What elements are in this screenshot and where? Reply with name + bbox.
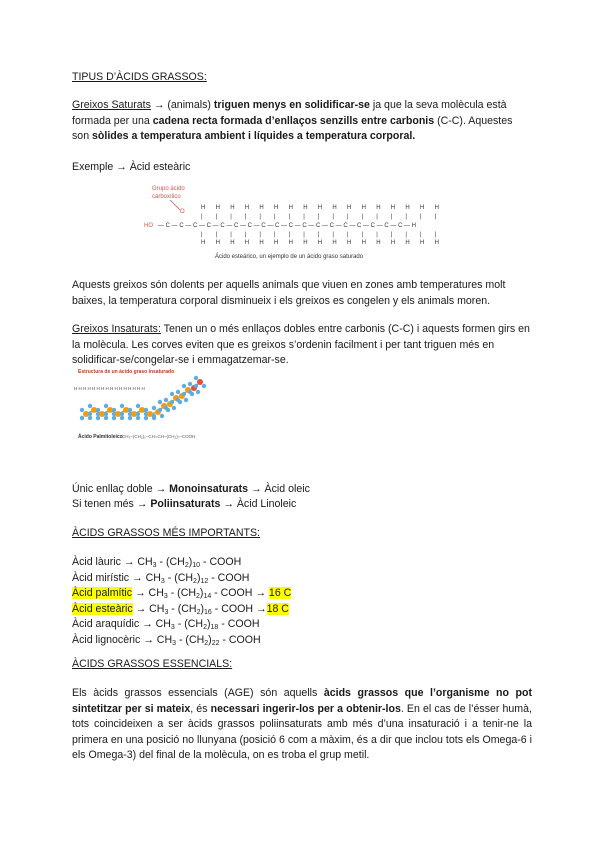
stearic-acid-figure	[140, 180, 450, 262]
fig1-hydrogen: H	[420, 240, 425, 246]
fig2-hydrogen-atom	[80, 408, 84, 412]
fig2-hydrogen-atom	[120, 412, 124, 416]
fig1-hydrogen: |	[390, 232, 393, 238]
fig2-hydrogen-atom	[170, 400, 174, 404]
fig2-hydrogen-atom	[120, 416, 124, 420]
fig1-caption: Ácido esteárico, un ejemplo de un ácido graso saturado	[215, 254, 364, 260]
fig1-hydrogen: H	[317, 240, 323, 246]
fig2-hydrogen-atom	[202, 384, 206, 388]
fig1-hydrogen: |	[230, 232, 232, 238]
essential-title: ÀCIDS GRASSOS ESSENCIALS:	[72, 658, 233, 670]
fig1-hydrogen: |	[230, 214, 232, 220]
acid-row: Àcid làuric → $CH_3 - (CH_2)_{10}$ - COOH	[72, 556, 242, 569]
fig1-hydrogen: H	[215, 240, 220, 246]
fig2-hydrogen-atom	[88, 404, 92, 408]
fig2-hydrogen-atom	[136, 412, 140, 416]
fig1-hydrogen: |	[361, 232, 364, 238]
insaturats-paragraph: Greixos Insaturats: Tenen un o més enllaços dobles entre carbonis (C-C) i aquests formen girs en la molècula. Les corves eviten que es greixos s’ordenin facilment i per tant triguen més en solidificar-se/congelar-se i emmagatzemar-se.	[72, 323, 530, 367]
fig1-hydrogen: |	[317, 214, 320, 220]
fig1-hydrogen: |	[215, 214, 218, 220]
fig1-hydrogen: H	[230, 205, 235, 211]
example-line: Exemple → Àcid esteàric	[72, 161, 191, 173]
fig1-hydrogen: H	[230, 240, 235, 246]
fig1-hydrogen: |	[303, 214, 305, 220]
fig2-hydrogen-atom	[144, 408, 148, 412]
fig1-hydrogen: |	[259, 214, 261, 220]
fig1-hydrogen: H	[244, 205, 250, 211]
fig1-hydrogen: H	[201, 205, 206, 211]
fig1-hydrogen: |	[376, 214, 378, 220]
page-title: TIPUS D’ÀCIDS GRASSOS:	[72, 71, 207, 83]
fig1-o-label: O	[180, 209, 185, 215]
fig2-line-structure: H H H H H H H H H H H H H H H H	[74, 386, 145, 391]
fig2-hydrogen-atom	[184, 398, 188, 402]
fig1-hydrogen: |	[390, 214, 393, 220]
fig2-hydrogen-atom	[128, 416, 132, 420]
fig1-chain: — C — C — C — C — C — C — C — C — C — C — C — C — C — C — C — C — C — C — H	[158, 223, 417, 229]
fig1-hydrogen: |	[347, 232, 349, 238]
fig2-hydrogen-atom	[194, 384, 198, 388]
fig1-hydrogen: H	[215, 205, 220, 211]
fig2-hydrogen-atom	[136, 416, 140, 420]
fig2-hydrogen-atom	[158, 408, 162, 412]
fig1-hydrogen: H	[376, 205, 381, 211]
fig1-hydrogen: |	[332, 232, 334, 238]
fig1-hydrogen: |	[201, 214, 203, 220]
acid-row: Àcid mirístic → $CH_3 - (CH_2)_{12}$ - COOH	[72, 571, 250, 585]
fig2-hydrogen-atom	[104, 416, 108, 420]
acid-row: Àcid araquídic → $CH_3 - (CH_2)_{18}$ - COOH	[72, 618, 260, 632]
fig2-hydrogen-atom	[176, 390, 180, 394]
fig1-hydrogen: H	[259, 240, 264, 246]
fig2-hydrogen-atom	[96, 408, 100, 412]
fig1-group-label-1: Grupo ácido	[152, 186, 185, 192]
fig1-hydrogen: H	[405, 205, 410, 211]
poli-line: Si tenen més → Poliinsaturats → Àcid Linoleic	[72, 498, 297, 510]
fig1-hydrogen: |	[244, 214, 247, 220]
fig1-hydrogen: |	[420, 214, 422, 220]
fig2-hydrogen-atom	[88, 412, 92, 416]
acid-row: Àcid esteàric → $CH_3 - (CH_2)_{16}$ - COOH →18 C	[72, 602, 289, 616]
fig2-hydrogen-atom	[112, 408, 116, 412]
fig1-hydrogen: |	[215, 232, 218, 238]
fig1-hydrogen: |	[259, 232, 261, 238]
fig1-hydrogen: |	[303, 232, 305, 238]
fig2-hydrogen-atom	[112, 416, 116, 420]
fig1-hydrogen: H	[274, 240, 279, 246]
fig1-hydrogen: H	[347, 240, 352, 246]
fig1-hydrogen: H	[361, 205, 366, 211]
fig2-hydrogen-atom	[164, 398, 168, 402]
fig2-title: Estructura de un ácido graso insaturado	[78, 369, 175, 375]
fig1-hydrogen: H	[201, 240, 206, 246]
cold-paragraph: Aquests greixos són dolents per aquells animals que viuen en zones amb temperatures molt baixes, la temperatura corporal disminueix i els greixos es congelen y els animals moren.	[72, 279, 506, 307]
fig1-hydrogen: H	[332, 205, 337, 211]
fig1-hydrogen: H	[332, 240, 337, 246]
fig2-hydrogen-atom	[176, 398, 180, 402]
fig1-hydrogen: H	[317, 205, 323, 211]
fig2-hydrogen-atom	[152, 406, 156, 410]
fig1-hydrogen: |	[288, 214, 291, 220]
fig2-hydrogen-atom	[160, 414, 164, 418]
saturats-label: Greixos Saturats	[72, 99, 151, 111]
fig2-hydrogen-atom	[196, 390, 200, 394]
fig1-hydrogen: H	[434, 240, 439, 246]
fig1-hydrogen: H	[244, 240, 250, 246]
fig2-hydrogen-atom	[170, 392, 174, 396]
fig2-hydrogen-atom	[158, 400, 162, 404]
acids-list	[72, 555, 532, 649]
fig1-hydrogen: |	[361, 214, 364, 220]
palmitoleic-acid-figure	[72, 366, 222, 442]
fig2-hydrogen-atom	[144, 416, 148, 420]
mono-line: Únic enllaç doble → Monoinsaturats → Àcid oleic	[72, 483, 310, 495]
fig2-ball-model	[80, 376, 206, 420]
fig2-hydrogen-atom	[182, 392, 186, 396]
fig1-hydrogen: H	[274, 205, 279, 211]
fig1-hydrogen: |	[332, 214, 334, 220]
fig1-hydrogen: |	[288, 232, 291, 238]
fig1-hydrogen: H	[376, 240, 381, 246]
fig1-hydrogen: H	[288, 240, 293, 246]
fig1-ho-label: HO	[144, 223, 153, 229]
fig2-hydrogen-atom	[172, 406, 176, 410]
fig2-formula: CH₃–(CH₂)₅–CH=CH–(CH₂)₇–COOH	[122, 434, 196, 439]
fig1-hydrogen: H	[303, 205, 308, 211]
fig2-hydrogen-atom	[188, 390, 192, 394]
carbon-count-badge: 16 C	[268, 587, 292, 600]
fig1-hydrogen: |	[405, 232, 407, 238]
important-title: ÀCIDS GRASSOS MÉS IMPORTANTS:	[72, 527, 260, 539]
fig2-hydrogen-atom	[120, 404, 124, 408]
fig1-hydrogen: H	[288, 205, 293, 211]
acid-row: Àcid lignocèric → $CH_3 - (CH_2)_{22}$ - COOH	[72, 633, 261, 647]
insaturats-label: Greixos Insaturats:	[72, 323, 161, 335]
fig1-hydrogen: H	[390, 240, 396, 246]
fig1-hydrogen: H	[347, 205, 352, 211]
fig2-hydrogen-atom	[188, 382, 192, 386]
fig2-hydrogen-atom	[194, 376, 198, 380]
fig2-hydrogen-atom	[96, 416, 100, 420]
fig1-hydrogen: |	[405, 214, 407, 220]
fig2-hydrogen-atom	[136, 404, 140, 408]
fig1-hydrogen: |	[347, 214, 349, 220]
fig1-hydrogen: H	[259, 205, 264, 211]
fig2-hydrogen-atom	[164, 406, 168, 410]
fig1-hydrogen: H	[390, 205, 396, 211]
fig1-hydrogen: |	[274, 214, 276, 220]
essential-paragraph: Els àcids grassos essencials (AGE) són aquells àcids grassos que l’organisme no pot sintetitzar per si mateix, és necessari ingerir-los per a obtenir-los. En el cas de l’ésser humà, tots coincideixen a ser àcids grassos poliinsaturats amb més d’una insaturació i a tenir-ne la primera en una posició no llunyana (posició 6 com a màxim, és a dir que inclou tots els Omega-6 i els Omega-3) del final de la molècula, on es troba el grup metil.	[72, 687, 532, 762]
fig1-hydrogen: |	[244, 232, 247, 238]
fig2-hydrogen-atom	[152, 414, 156, 418]
fig1-hydrogen: H	[405, 240, 410, 246]
fig2-hydrogen-atom	[88, 416, 92, 420]
fig1-hydrogen: H	[303, 240, 308, 246]
fig2-hydrogen-atom	[80, 416, 84, 420]
fig1-pointer-arrow	[170, 200, 180, 210]
fig1-hydrogen: |	[274, 232, 276, 238]
fig1-group-label-2: carboxílico	[152, 194, 181, 200]
fig1-hydrogen: H	[420, 205, 425, 211]
fig2-name: Ácido Palmitoleico	[78, 434, 123, 440]
fig1-hydrogen: |	[317, 232, 320, 238]
fig2-hydrogen-atom	[128, 408, 132, 412]
fig1-hydrogen: |	[420, 232, 422, 238]
fig1-hydrogen: H	[361, 240, 366, 246]
fig1-hydrogen: |	[376, 232, 378, 238]
fig2-hydrogen-atom	[182, 384, 186, 388]
fig1-hydrogen: |	[201, 232, 203, 238]
fig2-hydrogen-atom	[104, 412, 108, 416]
acid-row: Àcid palmític → $CH_3 - (CH_2)_{14}$ - COOH → 16 C	[72, 587, 292, 601]
fig2-hydrogen-atom	[104, 404, 108, 408]
carbon-count-badge: 18 C	[266, 602, 289, 615]
saturats-paragraph: Greixos Saturats → (animals) triguen menys en solidificar-se ja que la seva molècula està formada per una cadena recta formada d’enllaços senzills entre carbonis (C-C). Aquestes son sòlides a temperatura ambient i líquides a temperatura corporal.	[72, 99, 513, 143]
fig1-hydrogen: |	[434, 232, 437, 238]
fig1-hydrogen: |	[434, 214, 437, 220]
fig1-hydrogen: H	[434, 205, 439, 211]
fig2-carbon-atom	[197, 379, 203, 385]
